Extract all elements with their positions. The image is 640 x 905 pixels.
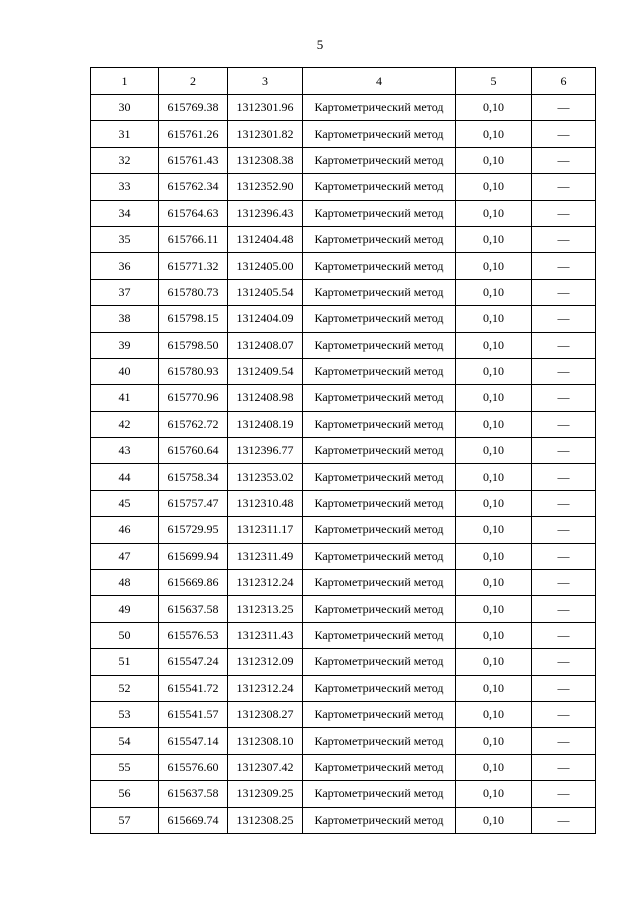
cell-point-number: 43 bbox=[91, 438, 159, 464]
cell-y-coordinate: 1312312.09 bbox=[228, 649, 303, 675]
table-row bbox=[91, 728, 596, 754]
column-header-point-number: 1 bbox=[91, 68, 159, 95]
cell-note: — bbox=[532, 807, 596, 833]
cell-accuracy: 0,10 bbox=[456, 385, 532, 411]
cell-x-coordinate: 615798.50 bbox=[159, 332, 228, 358]
column-header-note: 6 bbox=[532, 68, 596, 95]
cell-y-coordinate: 1312312.24 bbox=[228, 675, 303, 701]
cell-point-number: 48 bbox=[91, 570, 159, 596]
cell-y-coordinate: 1312404.09 bbox=[228, 306, 303, 332]
cell-point-number: 30 bbox=[91, 95, 159, 121]
cell-method: Картометрический метод bbox=[303, 306, 456, 332]
cell-y-coordinate: 1312311.49 bbox=[228, 543, 303, 569]
page-number: 5 bbox=[316, 37, 324, 52]
cell-y-coordinate: 1312352.90 bbox=[228, 174, 303, 200]
cell-x-coordinate: 615729.95 bbox=[159, 517, 228, 543]
cell-method: Картометрический метод bbox=[303, 570, 456, 596]
cell-method: Картометрический метод bbox=[303, 438, 456, 464]
cell-accuracy: 0,10 bbox=[456, 358, 532, 384]
cell-y-coordinate: 1312301.82 bbox=[228, 121, 303, 147]
table-row bbox=[91, 306, 596, 332]
cell-point-number: 52 bbox=[91, 675, 159, 701]
cell-method: Картометрический метод bbox=[303, 622, 456, 648]
cell-accuracy: 0,10 bbox=[456, 464, 532, 490]
cell-note: — bbox=[532, 728, 596, 754]
cell-y-coordinate: 1312308.38 bbox=[228, 147, 303, 173]
cell-point-number: 42 bbox=[91, 411, 159, 437]
cell-y-coordinate: 1312396.77 bbox=[228, 438, 303, 464]
cell-x-coordinate: 615760.64 bbox=[159, 438, 228, 464]
cell-y-coordinate: 1312312.24 bbox=[228, 570, 303, 596]
cell-method: Картометрический метод bbox=[303, 517, 456, 543]
cell-x-coordinate: 615780.93 bbox=[159, 358, 228, 384]
cell-note: — bbox=[532, 200, 596, 226]
column-header-x-coordinate: 2 bbox=[159, 68, 228, 95]
cell-note: — bbox=[532, 781, 596, 807]
table-row bbox=[91, 385, 596, 411]
cell-y-coordinate: 1312308.10 bbox=[228, 728, 303, 754]
cell-x-coordinate: 615637.58 bbox=[159, 596, 228, 622]
table-row bbox=[91, 358, 596, 384]
table-body bbox=[91, 95, 596, 834]
cell-point-number: 45 bbox=[91, 490, 159, 516]
cell-y-coordinate: 1312408.19 bbox=[228, 411, 303, 437]
cell-point-number: 38 bbox=[91, 306, 159, 332]
cell-y-coordinate: 1312409.54 bbox=[228, 358, 303, 384]
cell-accuracy: 0,10 bbox=[456, 95, 532, 121]
table-row bbox=[91, 332, 596, 358]
cell-accuracy: 0,10 bbox=[456, 411, 532, 437]
cell-y-coordinate: 1312307.42 bbox=[228, 754, 303, 780]
cell-method: Картометрический метод bbox=[303, 464, 456, 490]
table-row bbox=[91, 438, 596, 464]
cell-accuracy: 0,10 bbox=[456, 781, 532, 807]
cell-note: — bbox=[532, 570, 596, 596]
cell-note: — bbox=[532, 385, 596, 411]
table-row bbox=[91, 622, 596, 648]
cell-accuracy: 0,10 bbox=[456, 596, 532, 622]
cell-method: Картометрический метод bbox=[303, 200, 456, 226]
cell-x-coordinate: 615547.14 bbox=[159, 728, 228, 754]
cell-method: Картометрический метод bbox=[303, 253, 456, 279]
cell-accuracy: 0,10 bbox=[456, 226, 532, 252]
cell-note: — bbox=[532, 332, 596, 358]
cell-note: — bbox=[532, 253, 596, 279]
table-row bbox=[91, 570, 596, 596]
cell-x-coordinate: 615762.72 bbox=[159, 411, 228, 437]
cell-accuracy: 0,10 bbox=[456, 306, 532, 332]
cell-point-number: 54 bbox=[91, 728, 159, 754]
cell-accuracy: 0,10 bbox=[456, 174, 532, 200]
table-row bbox=[91, 807, 596, 833]
cell-x-coordinate: 615541.72 bbox=[159, 675, 228, 701]
cell-method: Картометрический метод bbox=[303, 226, 456, 252]
cell-y-coordinate: 1312313.25 bbox=[228, 596, 303, 622]
cell-y-coordinate: 1312301.96 bbox=[228, 95, 303, 121]
cell-accuracy: 0,10 bbox=[456, 807, 532, 833]
cell-accuracy: 0,10 bbox=[456, 438, 532, 464]
table-row bbox=[91, 701, 596, 727]
cell-y-coordinate: 1312309.25 bbox=[228, 781, 303, 807]
cell-method: Картометрический метод bbox=[303, 279, 456, 305]
cell-y-coordinate: 1312311.43 bbox=[228, 622, 303, 648]
cell-x-coordinate: 615764.63 bbox=[159, 200, 228, 226]
cell-accuracy: 0,10 bbox=[456, 543, 532, 569]
cell-note: — bbox=[532, 121, 596, 147]
cell-method: Картометрический метод bbox=[303, 807, 456, 833]
table-row bbox=[91, 649, 596, 675]
cell-y-coordinate: 1312405.00 bbox=[228, 253, 303, 279]
table-header bbox=[91, 68, 596, 95]
cell-note: — bbox=[532, 226, 596, 252]
cell-y-coordinate: 1312353.02 bbox=[228, 464, 303, 490]
cell-y-coordinate: 1312310.48 bbox=[228, 490, 303, 516]
cell-method: Картометрический метод bbox=[303, 649, 456, 675]
cell-accuracy: 0,10 bbox=[456, 253, 532, 279]
cell-x-coordinate: 615762.34 bbox=[159, 174, 228, 200]
cell-y-coordinate: 1312396.43 bbox=[228, 200, 303, 226]
cell-note: — bbox=[532, 464, 596, 490]
cell-x-coordinate: 615669.86 bbox=[159, 570, 228, 596]
cell-x-coordinate: 615637.58 bbox=[159, 781, 228, 807]
cell-x-coordinate: 615761.43 bbox=[159, 147, 228, 173]
cell-method: Картометрический метод bbox=[303, 596, 456, 622]
cell-note: — bbox=[532, 279, 596, 305]
cell-x-coordinate: 615576.60 bbox=[159, 754, 228, 780]
table-row bbox=[91, 517, 596, 543]
cell-note: — bbox=[532, 306, 596, 332]
cell-note: — bbox=[532, 490, 596, 516]
cell-y-coordinate: 1312308.25 bbox=[228, 807, 303, 833]
cell-accuracy: 0,10 bbox=[456, 754, 532, 780]
table-row bbox=[91, 411, 596, 437]
table-header-row bbox=[91, 68, 596, 95]
cell-point-number: 56 bbox=[91, 781, 159, 807]
cell-x-coordinate: 615766.11 bbox=[159, 226, 228, 252]
cell-x-coordinate: 615758.34 bbox=[159, 464, 228, 490]
cell-point-number: 53 bbox=[91, 701, 159, 727]
cell-method: Картометрический метод bbox=[303, 728, 456, 754]
cell-y-coordinate: 1312311.17 bbox=[228, 517, 303, 543]
cell-x-coordinate: 615780.73 bbox=[159, 279, 228, 305]
table-row bbox=[91, 200, 596, 226]
cell-point-number: 44 bbox=[91, 464, 159, 490]
cell-note: — bbox=[532, 675, 596, 701]
cell-method: Картометрический метод bbox=[303, 385, 456, 411]
cell-accuracy: 0,10 bbox=[456, 570, 532, 596]
table-row bbox=[91, 121, 596, 147]
cell-note: — bbox=[532, 358, 596, 384]
cell-point-number: 46 bbox=[91, 517, 159, 543]
cell-accuracy: 0,10 bbox=[456, 701, 532, 727]
cell-point-number: 40 bbox=[91, 358, 159, 384]
table-row bbox=[91, 781, 596, 807]
cell-accuracy: 0,10 bbox=[456, 147, 532, 173]
cell-y-coordinate: 1312408.07 bbox=[228, 332, 303, 358]
cell-method: Картометрический метод bbox=[303, 121, 456, 147]
cell-method: Картометрический метод bbox=[303, 754, 456, 780]
cell-accuracy: 0,10 bbox=[456, 622, 532, 648]
cell-x-coordinate: 615769.38 bbox=[159, 95, 228, 121]
cell-point-number: 35 bbox=[91, 226, 159, 252]
column-header-accuracy: 5 bbox=[456, 68, 532, 95]
cell-note: — bbox=[532, 596, 596, 622]
cell-x-coordinate: 615547.24 bbox=[159, 649, 228, 675]
cell-point-number: 33 bbox=[91, 174, 159, 200]
table-row bbox=[91, 596, 596, 622]
cell-x-coordinate: 615770.96 bbox=[159, 385, 228, 411]
table-row bbox=[91, 675, 596, 701]
table-row bbox=[91, 95, 596, 121]
cell-method: Картометрический метод bbox=[303, 675, 456, 701]
cell-note: — bbox=[532, 411, 596, 437]
cell-y-coordinate: 1312404.48 bbox=[228, 226, 303, 252]
cell-note: — bbox=[532, 174, 596, 200]
cell-point-number: 37 bbox=[91, 279, 159, 305]
column-header-method: 4 bbox=[303, 68, 456, 95]
table-row bbox=[91, 147, 596, 173]
table-row bbox=[91, 174, 596, 200]
cell-note: — bbox=[532, 517, 596, 543]
cell-y-coordinate: 1312408.98 bbox=[228, 385, 303, 411]
table-row bbox=[91, 490, 596, 516]
cell-point-number: 39 bbox=[91, 332, 159, 358]
column-header-y-coordinate: 3 bbox=[228, 68, 303, 95]
table-row bbox=[91, 543, 596, 569]
cell-note: — bbox=[532, 147, 596, 173]
cell-method: Картометрический метод bbox=[303, 701, 456, 727]
cell-x-coordinate: 615669.74 bbox=[159, 807, 228, 833]
table-row bbox=[91, 279, 596, 305]
cell-method: Картометрический метод bbox=[303, 174, 456, 200]
cell-point-number: 32 bbox=[91, 147, 159, 173]
cell-x-coordinate: 615541.57 bbox=[159, 701, 228, 727]
table-row bbox=[91, 754, 596, 780]
cell-x-coordinate: 615757.47 bbox=[159, 490, 228, 516]
cell-note: — bbox=[532, 95, 596, 121]
table-row bbox=[91, 226, 596, 252]
cell-accuracy: 0,10 bbox=[456, 200, 532, 226]
cell-x-coordinate: 615576.53 bbox=[159, 622, 228, 648]
cell-accuracy: 0,10 bbox=[456, 490, 532, 516]
cell-point-number: 41 bbox=[91, 385, 159, 411]
cell-method: Картометрический метод bbox=[303, 147, 456, 173]
cell-x-coordinate: 615771.32 bbox=[159, 253, 228, 279]
cell-x-coordinate: 615761.26 bbox=[159, 121, 228, 147]
cell-accuracy: 0,10 bbox=[456, 279, 532, 305]
cell-note: — bbox=[532, 649, 596, 675]
cell-accuracy: 0,10 bbox=[456, 675, 532, 701]
cell-point-number: 50 bbox=[91, 622, 159, 648]
table-row bbox=[91, 464, 596, 490]
cell-note: — bbox=[532, 701, 596, 727]
table-row bbox=[91, 253, 596, 279]
cell-method: Картометрический метод bbox=[303, 411, 456, 437]
cell-note: — bbox=[532, 754, 596, 780]
cell-x-coordinate: 615798.15 bbox=[159, 306, 228, 332]
cell-point-number: 51 bbox=[91, 649, 159, 675]
cell-method: Картометрический метод bbox=[303, 781, 456, 807]
cell-accuracy: 0,10 bbox=[456, 121, 532, 147]
cell-accuracy: 0,10 bbox=[456, 649, 532, 675]
cell-point-number: 31 bbox=[91, 121, 159, 147]
cell-y-coordinate: 1312308.27 bbox=[228, 701, 303, 727]
coordinates-table bbox=[90, 67, 596, 834]
cell-point-number: 47 bbox=[91, 543, 159, 569]
cell-note: — bbox=[532, 622, 596, 648]
cell-note: — bbox=[532, 438, 596, 464]
cell-accuracy: 0,10 bbox=[456, 517, 532, 543]
cell-x-coordinate: 615699.94 bbox=[159, 543, 228, 569]
cell-method: Картометрический метод bbox=[303, 490, 456, 516]
cell-accuracy: 0,10 bbox=[456, 332, 532, 358]
cell-point-number: 55 bbox=[91, 754, 159, 780]
cell-point-number: 49 bbox=[91, 596, 159, 622]
cell-accuracy: 0,10 bbox=[456, 728, 532, 754]
cell-point-number: 57 bbox=[91, 807, 159, 833]
cell-point-number: 36 bbox=[91, 253, 159, 279]
cell-point-number: 34 bbox=[91, 200, 159, 226]
cell-method: Картометрический метод bbox=[303, 543, 456, 569]
cell-method: Картометрический метод bbox=[303, 358, 456, 384]
cell-y-coordinate: 1312405.54 bbox=[228, 279, 303, 305]
cell-note: — bbox=[532, 543, 596, 569]
cell-method: Картометрический метод bbox=[303, 332, 456, 358]
cell-method: Картометрический метод bbox=[303, 95, 456, 121]
